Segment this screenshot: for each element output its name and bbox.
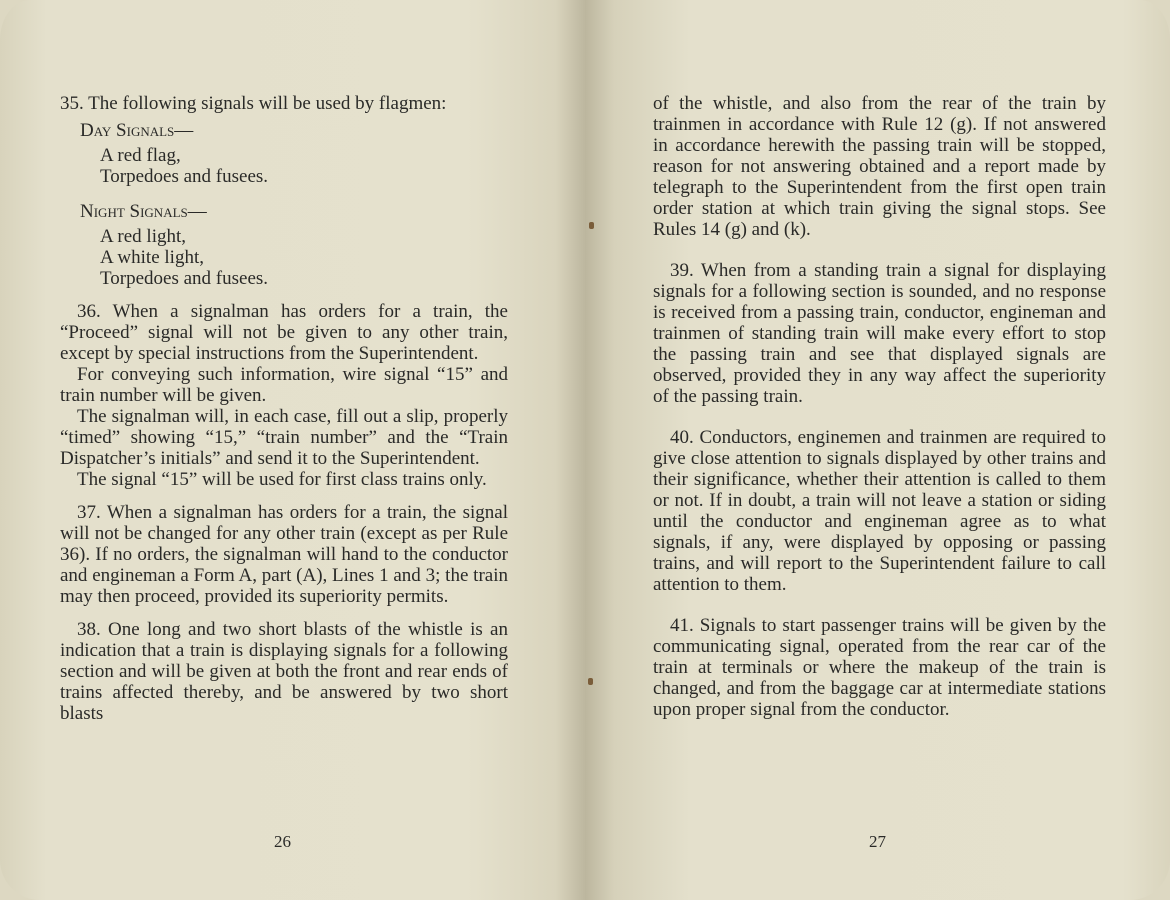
paper-speck bbox=[589, 222, 594, 229]
rule-40-paragraph: 40. Conductors, enginemen and trainmen are required to give close attention to signals displayed by other trains and their significance, whether their attention is called to them or not. If in doubt, a train will not leave a station or siding until the conductor and engineman agree as to what signals, if any, were displayed by opposing or passing trains, and will report to the Superintendent failure to call attention to them. bbox=[653, 427, 1106, 595]
page-number: 27 bbox=[869, 832, 886, 851]
night-signal-item: Torpedoes and fusees. bbox=[100, 268, 269, 289]
rule-36-paragraph: For conveying such information, wire signal “15” and train number will be given. bbox=[60, 364, 508, 406]
rule-37-paragraph: 37. When a signalman has orders for a train, the signal will not be changed for any other train (except as per Rule 36). If no orders, the signalman will hand to the conductor and engineman a Form A, part (A), Lines 1 and 3; the train may then proceed, provided its superiority permits. bbox=[60, 502, 508, 607]
night-signal-item: A red light, bbox=[100, 226, 187, 247]
rule-41-paragraph: 41. Signals to start passenger trains will be given by the communicating signal, operated from the rear car of the train at terminals or where the makeup of the train is changed, and from the baggage car at intermediate stations upon proper signal from the conductor. bbox=[653, 615, 1106, 720]
rule-38-paragraph: 38. One long and two short blasts of the whistle is an indication that a train is displaying signals for a following section and will be given at both the front and rear ends of trains affected thereby, and be answered by two short blasts bbox=[60, 619, 508, 724]
rule-39-paragraph: 39. When from a standing train a signal for displaying signals for a following section is sounded, and no response is received from a passing train, conductor, engineman and trainmen of standing train will make every effort to stop the passing train and see that displayed signals are observed, provided they in any way affect the superiority of the passing train. bbox=[653, 260, 1106, 407]
rule-35-intro: 35. The following signals will be used by flagmen: bbox=[60, 93, 447, 114]
right-text-column bbox=[653, 93, 1106, 720]
left-text-column bbox=[60, 93, 508, 724]
right-page bbox=[585, 0, 1170, 900]
night-signal-item: A white light, bbox=[100, 247, 204, 268]
rule-36-paragraph: 36. When a signalman has orders for a train, the “Proceed” signal will not be given to any other train, except by special instructions from the Superintendent. bbox=[60, 301, 508, 364]
paper-speck bbox=[588, 678, 593, 685]
day-signals-heading: Day Signals— bbox=[80, 120, 194, 141]
rule-36-paragraph: The signalman will, in each case, fill out a slip, properly “timed” showing “15,” “train number” and the “Train Dispatcher’s initials” and send it to the Superintendent. bbox=[60, 406, 508, 469]
night-signals-heading: Night Signals— bbox=[80, 201, 207, 222]
day-signal-item: A red flag, bbox=[100, 145, 181, 166]
rule-38-continuation: of the whistle, and also from the rear of the train by trainmen in accordance with Rule 12 (g). If not answered in accordance herewith the passing train will be stopped, reason for not answering obtained and a report made by telegraph to the Superintendent from the first open train order station at which train giving the signal stops. See Rules 14 (g) and (k). bbox=[653, 93, 1106, 240]
day-signal-item: Torpedoes and fusees. bbox=[100, 166, 269, 187]
page-number: 26 bbox=[274, 832, 291, 851]
rule-36-paragraph: The signal “15” will be used for first class trains only. bbox=[77, 469, 487, 490]
